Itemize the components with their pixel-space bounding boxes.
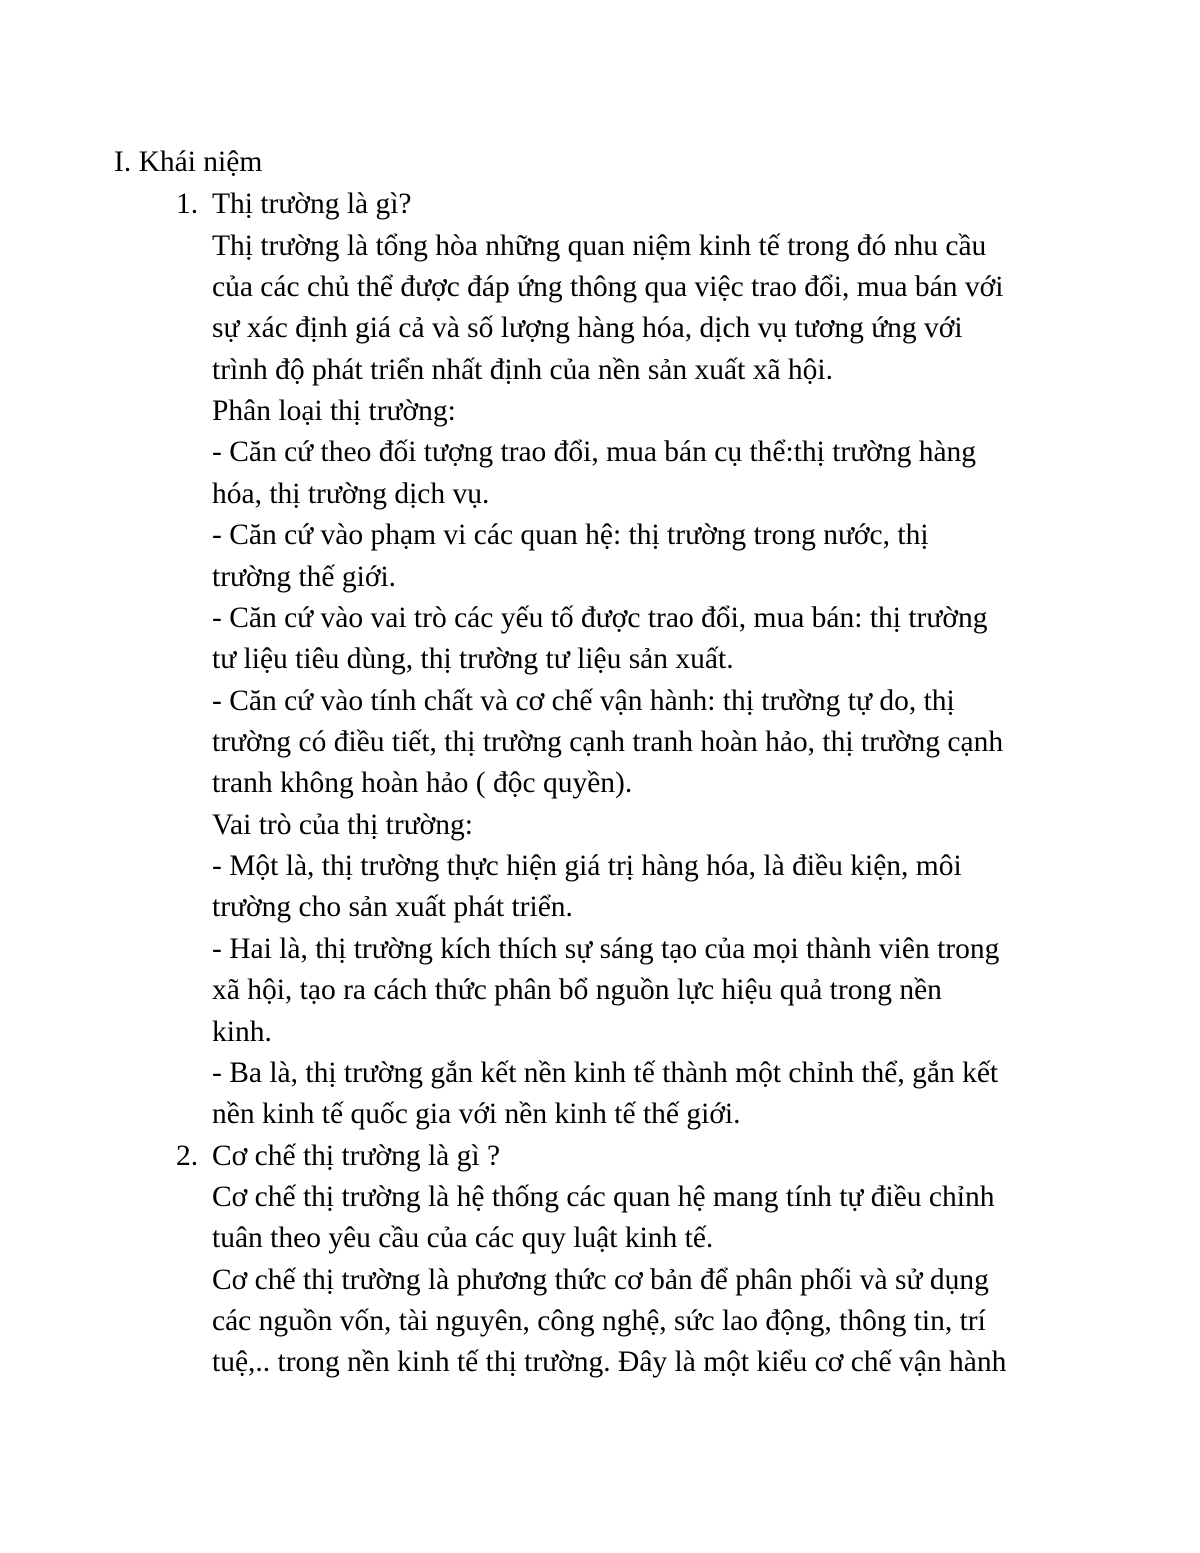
body-line: - Căn cứ theo đối tượng trao đổi, mua bán cụ thể:thị trường hàng	[212, 436, 977, 468]
body-line: tuân theo yêu cầu của các quy luật kinh tế.	[212, 1222, 714, 1254]
item-number-2: 2.	[176, 1140, 199, 1172]
body-line: xã hội, tạo ra cách thức phân bổ nguồn lực hiệu quả trong nền	[212, 974, 942, 1006]
body-line: Cơ chế thị trường là phương thức cơ bản để phân phối và sử dụng	[212, 1264, 989, 1296]
body-line: kinh.	[212, 1016, 272, 1048]
body-line: trường có điều tiết, thị trường cạnh tranh hoàn hảo, thị trường cạnh	[212, 726, 1004, 758]
body-line: tư liệu tiêu dùng, thị trường tư liệu sản xuất.	[212, 643, 734, 675]
subheading-classification: Phân loại thị trường:	[212, 395, 456, 427]
body-line: - Một là, thị trường thực hiện giá trị hàng hóa, là điều kiện, môi	[212, 850, 962, 882]
body-line: - Ba là, thị trường gắn kết nền kinh tế thành một chỉnh thể, gắn kết	[212, 1057, 999, 1089]
body-line: của các chủ thể được đáp ứng thông qua việc trao đổi, mua bán với	[212, 271, 1004, 303]
body-line: tuệ,.. trong nền kinh tế thị trường. Đây là một kiểu cơ chế vận hành	[212, 1346, 1007, 1378]
body-line: trình độ phát triển nhất định của nền sản xuất xã hội.	[212, 354, 833, 386]
body-line: tranh không hoàn hảo ( độc quyền).	[212, 767, 633, 799]
body-line: Cơ chế thị trường là hệ thống các quan hệ mang tính tự điều chỉnh	[212, 1181, 995, 1213]
section-heading: I. Khái niệm	[114, 146, 263, 178]
body-line: - Căn cứ vào phạm vi các quan hệ: thị trường trong nước, thị	[212, 519, 929, 551]
body-line: - Hai là, thị trường kích thích sự sáng tạo của mọi thành viên trong	[212, 933, 1000, 965]
subheading-role: Vai trò của thị trường:	[212, 809, 473, 841]
body-line: - Căn cứ vào tính chất và cơ chế vận hành: thị trường tự do, thị	[212, 685, 955, 717]
body-line: trường thế giới.	[212, 561, 397, 593]
item-number-1: 1.	[176, 188, 199, 220]
body-line: các nguồn vốn, tài nguyên, công nghệ, sức lao động, thông tin, trí	[212, 1305, 986, 1337]
body-line: hóa, thị trường dịch vụ.	[212, 478, 490, 510]
body-line: sự xác định giá cả và số lượng hàng hóa, dịch vụ tương ứng với	[212, 312, 963, 344]
item-title-1: Thị trường là gì?	[212, 188, 412, 220]
item-title-2: Cơ chế thị trường là gì ?	[212, 1140, 501, 1172]
body-line: nền kinh tế quốc gia với nền kinh tế thế giới.	[212, 1098, 741, 1130]
body-line: Thị trường là tổng hòa những quan niệm kinh tế trong đó nhu cầu	[212, 230, 987, 262]
body-line: - Căn cứ vào vai trò các yếu tố được trao đổi, mua bán: thị trường	[212, 602, 988, 634]
body-line: trường cho sản xuất phát triển.	[212, 891, 573, 923]
